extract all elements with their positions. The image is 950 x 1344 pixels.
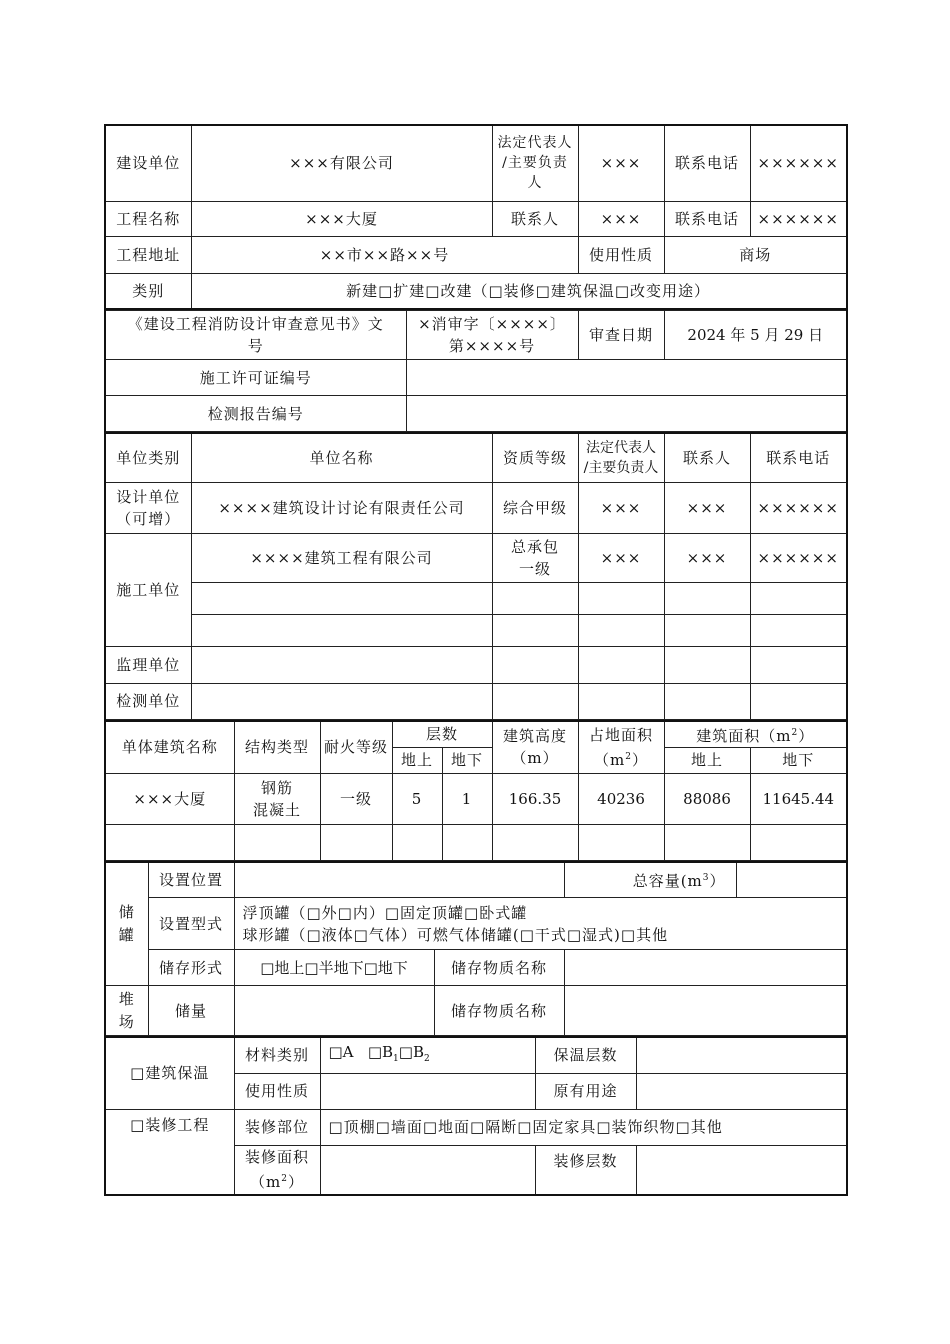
material-name-value-2 (564, 986, 847, 1036)
insulation-decoration-table (104, 1036, 848, 1196)
building-area-header-end: ） (798, 726, 815, 745)
type-value (234, 898, 847, 950)
testing-cell (750, 683, 847, 719)
opinion-value-line-2: 第××××号 (448, 337, 536, 355)
area-above-value: 88086 (664, 773, 750, 824)
supervision-cell (492, 646, 578, 683)
permit-value (406, 360, 847, 396)
floors-below-value: 1 (442, 773, 492, 824)
material-type-b1-sub: 1 (393, 1053, 399, 1064)
legal-rep-label-line-2: /主要负责 (502, 155, 568, 172)
floors-header: 层数 (392, 721, 492, 748)
construction-extra-cell (492, 614, 578, 646)
structure-value (234, 773, 320, 824)
building-empty-cell (664, 824, 750, 860)
decoration-area-label (234, 1145, 320, 1195)
fire-grade-header: 耐火等级 (320, 721, 392, 774)
report-label: 检测报告编号 (105, 396, 406, 432)
building-area-header-sup: 2 (791, 727, 799, 738)
basic-info-table (104, 124, 848, 310)
design-unit-contact: ××× (664, 482, 750, 533)
location-value (234, 862, 564, 898)
decoration-area-unit: （m (250, 1173, 282, 1192)
report-value (406, 396, 847, 432)
material-name-value (564, 950, 847, 986)
material-type-b2-sub: 2 (423, 1053, 430, 1064)
building-empty-cell (578, 824, 664, 860)
fire-grade-value: 一级 (320, 773, 392, 824)
building-area-header-text: 建筑面积（m (696, 726, 792, 745)
permit-label: 施工许可证编号 (105, 360, 406, 396)
design-unit-rep: ××× (578, 482, 664, 533)
yard-label-char-1: 堆 (118, 989, 135, 1008)
testing-cell (191, 683, 492, 719)
opinion-label (105, 311, 406, 360)
decoration-area-unit-end: ） (287, 1173, 304, 1192)
builder-value: ×××有限公司 (191, 125, 492, 201)
construction-extra-cell (750, 582, 847, 614)
unit-name-header: 单位名称 (191, 433, 492, 482)
building-area-header (664, 721, 847, 748)
construction-unit-name: ××××建筑工程有限公司 (191, 533, 492, 582)
legal-rep-label-line-3: 人 (527, 175, 543, 192)
design-unit-phone: ×××××× (750, 482, 847, 533)
storage-form-value: □地上□半地下□地下 (234, 950, 434, 986)
land-area-value: 40236 (578, 773, 664, 824)
design-unit-grade: 综合甲级 (492, 482, 578, 533)
floors-above-header: 地上 (392, 747, 442, 773)
unit-rep-header (578, 433, 664, 482)
decoration-parts-value: □顶棚□墙面□地面□隔断□固定家具□装饰织物□其他 (320, 1109, 847, 1145)
type-value-line-1: 浮顶罐（□外□内）□固定顶罐□卧式罐 (242, 903, 528, 922)
amount-label: 储量 (148, 986, 234, 1036)
opinion-value (406, 311, 578, 360)
material-type-label: 材料类别 (234, 1037, 320, 1073)
legal-rep-value: ××× (578, 125, 664, 201)
original-use-value (636, 1073, 847, 1109)
yard-label-char-2: 场 (118, 1012, 135, 1031)
decoration-parts-label: 装修部位 (234, 1109, 320, 1145)
phone-value: ×××××× (750, 125, 847, 201)
supervision-unit-label: 监理单位 (105, 646, 191, 683)
category-label: 类别 (105, 273, 191, 309)
capacity-label-text: 总容量(m (632, 872, 703, 891)
area-below-header: 地下 (750, 747, 847, 773)
capacity-label (564, 862, 736, 898)
construction-grade-line-2: 一级 (518, 559, 551, 578)
legal-rep-label (492, 125, 578, 201)
material-name-label-2: 储存物质名称 (434, 986, 564, 1036)
qualification-header: 资质等级 (492, 433, 578, 482)
construction-unit-phone: ×××××× (750, 533, 847, 582)
height-header (492, 721, 578, 774)
land-area-unit-sup: 2 (625, 751, 632, 762)
insulation-label: □建筑保温 (105, 1037, 234, 1109)
project-name-value: ×××大厦 (191, 201, 492, 236)
construction-grade-line-1: 总承包 (510, 537, 559, 556)
yard-label (105, 986, 148, 1036)
capacity-label-end: ） (709, 872, 726, 891)
testing-cell (664, 683, 750, 719)
construction-extra-cell (750, 614, 847, 646)
building-empty-cell (234, 824, 320, 860)
construction-extra-cell (578, 582, 664, 614)
floors-below-header: 地下 (442, 747, 492, 773)
design-unit-name: ××××建筑设计讨论有限责任公司 (191, 482, 492, 533)
amount-value (234, 986, 434, 1036)
address-value: ××市××路××号 (191, 236, 578, 273)
building-empty-cell (750, 824, 847, 860)
contact-label: 联系人 (492, 201, 578, 236)
builder-label: 建设单位 (105, 125, 191, 201)
usage-value: 商场 (664, 236, 847, 273)
insulation-usage-value (320, 1073, 535, 1109)
tank-label-char-2: 罐 (118, 925, 135, 944)
type-label: 设置型式 (148, 898, 234, 950)
fire-acceptance-form (104, 124, 846, 1196)
land-area-unit-end: ） (631, 750, 648, 769)
project-name-label: 工程名称 (105, 201, 191, 236)
material-type-b2: □B (398, 1042, 424, 1061)
decoration-layers-label: 装修层数 (535, 1145, 636, 1195)
insulation-layers-value (636, 1037, 847, 1073)
insulation-layers-label: 保温层数 (535, 1037, 636, 1073)
review-date-label: 审查日期 (578, 311, 664, 360)
construction-extra-cell (664, 582, 750, 614)
opinion-value-line-1: ×消审字〔××××〕 (418, 315, 566, 333)
testing-cell (578, 683, 664, 719)
address-label: 工程地址 (105, 236, 191, 273)
capacity-value (736, 862, 847, 898)
building-empty-cell (105, 824, 234, 860)
type-value-line-2: 球形罐（□液体□气体）可燃气体储罐(□干式□湿式)□其他 (242, 925, 669, 944)
height-value: 166.35 (492, 773, 578, 824)
design-unit-label (105, 482, 191, 533)
construction-unit-label: 施工单位 (105, 533, 191, 646)
land-area-header-line-2 (581, 746, 662, 771)
building-empty-cell (392, 824, 442, 860)
location-label: 设置位置 (148, 862, 234, 898)
material-type-b1: □B (367, 1042, 394, 1061)
supervision-cell (578, 646, 664, 683)
land-area-unit: （m (594, 750, 626, 769)
legal-rep-label-line-1: 法定代表人 (497, 135, 573, 152)
phone-value-2: ×××××× (750, 201, 847, 236)
opinion-label-line-1: 《建设工程消防设计审查意见书》文 (127, 315, 384, 333)
unit-rep-header-line-1: 法定代表人 (586, 439, 656, 456)
building-name-header: 单体建筑名称 (105, 721, 234, 774)
supervision-cell (191, 646, 492, 683)
contact-value: ××× (578, 201, 664, 236)
land-area-header-line-1: 占地面积 (589, 725, 654, 744)
testing-unit-label: 检测单位 (105, 683, 191, 719)
structure-value-line-1: 钢筋 (260, 778, 293, 797)
height-header-line-1: 建筑高度 (503, 727, 568, 745)
decoration-area-label-line-1: 装修面积 (244, 1148, 309, 1167)
testing-cell (492, 683, 578, 719)
opinion-label-line-2: 号 (247, 337, 264, 355)
decoration-layers-value (636, 1145, 847, 1195)
building-table (104, 720, 848, 861)
construction-unit-contact: ××× (664, 533, 750, 582)
opinion-table (104, 310, 848, 432)
building-empty-cell (320, 824, 392, 860)
construction-extra-cell (191, 582, 492, 614)
construction-unit-rep: ××× (578, 533, 664, 582)
original-use-label: 原有用途 (535, 1073, 636, 1109)
material-type-value (320, 1037, 535, 1073)
category-value: 新建□扩建□改建（□装修□建筑保温□改变用途） (191, 273, 847, 309)
building-empty-cell (492, 824, 578, 860)
floors-above-value: 5 (392, 773, 442, 824)
construction-extra-cell (492, 582, 578, 614)
unit-phone-header: 联系电话 (750, 433, 847, 482)
storage-table (104, 861, 848, 1037)
tank-label (105, 862, 148, 986)
insulation-usage-label: 使用性质 (234, 1073, 320, 1109)
decoration-area-value (320, 1145, 535, 1195)
height-header-line-2: （m） (511, 749, 559, 767)
material-type-a: □A (328, 1042, 354, 1061)
design-unit-label-line-2: （可增） (116, 509, 181, 528)
unit-rep-header-line-2: /主要负责人 (583, 459, 659, 476)
area-above-header: 地上 (664, 747, 750, 773)
construction-unit-grade (492, 533, 578, 582)
units-table (104, 432, 848, 720)
supervision-cell (664, 646, 750, 683)
phone-label-2: 联系电话 (664, 201, 750, 236)
construction-extra-cell (578, 614, 664, 646)
land-area-header (578, 721, 664, 774)
construction-extra-cell (191, 614, 492, 646)
capacity-label-sup: 3 (702, 873, 710, 884)
phone-label: 联系电话 (664, 125, 750, 201)
usage-label: 使用性质 (578, 236, 664, 273)
structure-value-line-2: 混凝土 (252, 800, 301, 819)
supervision-cell (750, 646, 847, 683)
material-name-label: 储存物质名称 (434, 950, 564, 986)
review-date-value: 2024 年 5 月 29 日 (664, 311, 847, 360)
decoration-label: □装修工程 (105, 1109, 234, 1195)
structure-header: 结构类型 (234, 721, 320, 774)
design-unit-label-line-1: 设计单位 (116, 487, 181, 506)
decoration-area-label-line-2 (237, 1168, 318, 1193)
building-name-value: ×××大厦 (105, 773, 234, 824)
unit-type-header: 单位类别 (105, 433, 191, 482)
storage-form-label: 储存形式 (148, 950, 234, 986)
decoration-area-unit-sup: 2 (281, 1174, 288, 1185)
unit-contact-header: 联系人 (664, 433, 750, 482)
construction-extra-cell (664, 614, 750, 646)
area-below-value: 11645.44 (750, 773, 847, 824)
tank-label-char-1: 储 (118, 902, 135, 921)
building-empty-cell (442, 824, 492, 860)
